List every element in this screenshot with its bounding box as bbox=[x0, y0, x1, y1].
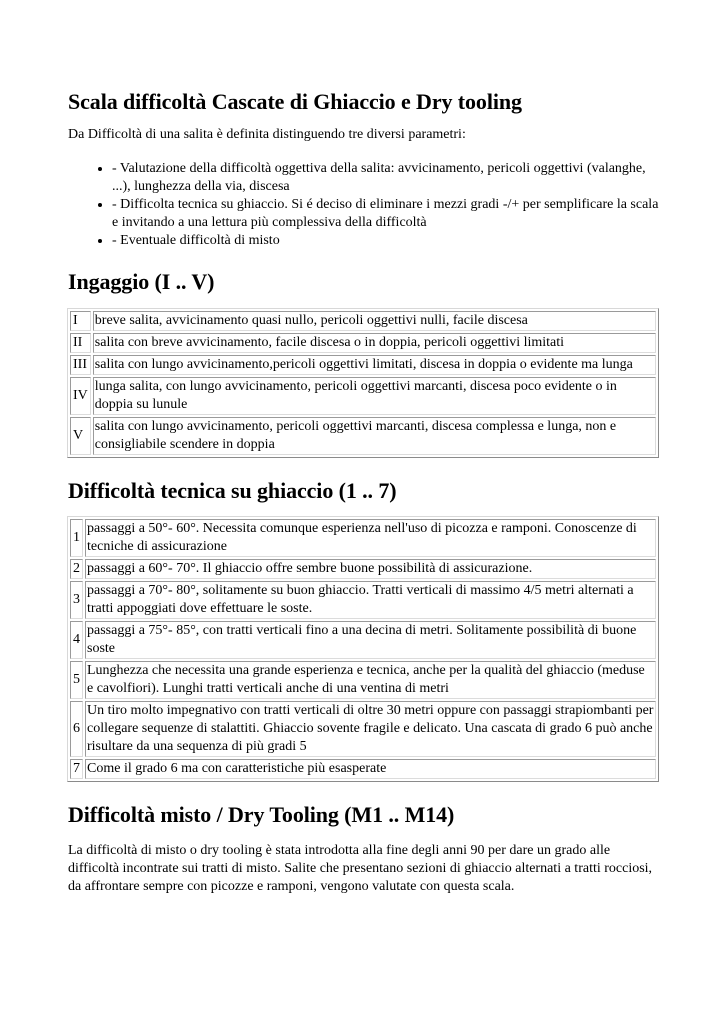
description-cell: salita con lungo avvicinamento, pericoli oggettivi marcanti, discesa complessa e lunga, non e consigliabile scendere in doppia bbox=[93, 417, 656, 455]
description-cell: passaggi a 70°- 80°, solitamente su buon ghiaccio. Tratti verticali di massimo 4/5 metri alternati a tratti appoggiati dove effettuare le soste. bbox=[85, 581, 656, 619]
intro-paragraph: Da Difficoltà di una salita è definita distinguendo tre diversi parametri: bbox=[68, 127, 466, 142]
grade-cell: 4 bbox=[70, 621, 83, 659]
description-cell: Lunghezza che necessita una grande esperienza e tecnica, anche per la qualità del ghiaccio (meduse e cavolfiori). Lunghi tratti verticali anche di una ventina di metri bbox=[85, 661, 656, 699]
grade-cell: V bbox=[70, 417, 91, 455]
table-row bbox=[70, 759, 656, 779]
engagement-heading: Ingaggio (I .. V) bbox=[68, 269, 215, 294]
grade-cell: 2 bbox=[70, 559, 83, 579]
technical-heading: Difficoltà tecnica su ghiaccio (1 .. 7) bbox=[68, 478, 397, 503]
table-row bbox=[70, 519, 656, 557]
table-row bbox=[70, 581, 656, 619]
description-cell: salita con breve avvicinamento, facile discesa o in doppia, pericoli oggettivi limitati bbox=[93, 333, 656, 353]
table-row bbox=[70, 661, 656, 699]
list-item: • - Difficolta tecnica su ghiaccio. Si é deciso di eliminare i mezzi gradi -/+ per semplificare la scala e invitando a una lettura più complessiva della difficoltà bbox=[112, 196, 660, 232]
engagement-table bbox=[67, 308, 659, 458]
grade-cell: II bbox=[70, 333, 91, 353]
table-row bbox=[70, 377, 656, 415]
grade-cell: IV bbox=[70, 377, 91, 415]
list-item: • - Valutazione della difficoltà oggettiva della salita: avvicinamento, pericoli oggettivi (valanghe, ...), lunghezza della via, discesa bbox=[112, 160, 660, 196]
description-cell: Come il grado 6 ma con caratteristiche più esasperate bbox=[85, 759, 656, 779]
description-cell: passaggi a 75°- 85°, con tratti verticali fino a una decina di metri. Solitamente possibilità di buone soste bbox=[85, 621, 656, 659]
grade-cell: I bbox=[70, 311, 91, 331]
description-cell: breve salita, avvicinamento quasi nullo, pericoli oggettivi nulli, facile discesa bbox=[93, 311, 656, 331]
grade-cell: 1 bbox=[70, 519, 83, 557]
table-row bbox=[70, 559, 656, 579]
document-content bbox=[68, 0, 660, 896]
parameter-list bbox=[68, 160, 660, 250]
table-row bbox=[70, 355, 656, 375]
grade-cell: 7 bbox=[70, 759, 83, 779]
grade-cell: 6 bbox=[70, 701, 83, 757]
table-row bbox=[70, 701, 656, 757]
grade-cell: 5 bbox=[70, 661, 83, 699]
page-title: Scala difficoltà Cascate di Ghiaccio e Dry tooling bbox=[68, 89, 522, 114]
technical-table bbox=[67, 516, 659, 782]
description-cell: passaggi a 60°- 70°. Il ghiaccio offre sembre buone possibilità di assicurazione. bbox=[85, 559, 656, 579]
description-cell: salita con lungo avvicinamento,pericoli oggettivi limitati, discesa in doppia o evidente ma lunga bbox=[93, 355, 656, 375]
description-cell: Un tiro molto impegnativo con tratti verticali di oltre 30 metri oppure con passaggi strapiombanti per collegare sequenze di stalattiti. Ghiaccio sovente fragile e delicato. Una cascata di grado 6 può anche risultare da una sequenza di più gradi 5 bbox=[85, 701, 656, 757]
mixed-heading: Difficoltà misto / Dry Tooling (M1 .. M14) bbox=[68, 802, 455, 827]
grade-cell: III bbox=[70, 355, 91, 375]
description-cell: passaggi a 50°- 60°. Necessita comunque esperienza nell'uso di picozza e ramponi. Conoscenze di tecniche di assicurazione bbox=[85, 519, 656, 557]
description-cell: lunga salita, con lungo avvicinamento, pericoli oggettivi marcanti, discesa poco evidente o in doppia su lunule bbox=[93, 377, 656, 415]
table-row bbox=[70, 417, 656, 455]
grade-cell: 3 bbox=[70, 581, 83, 619]
table-row bbox=[70, 621, 656, 659]
mixed-paragraph: La difficoltà di misto o dry tooling è stata introdotta alla fine degli anni 90 per dare un grado alle difficoltà incontrate sui tratti di misto. Salite che presentano sezioni di ghiaccio alternati a tratti rocciosi, da affrontare sempre con picozze e ramponi, vengono valutate con questa scala. bbox=[68, 843, 653, 894]
list-item: • - Eventuale difficoltà di misto bbox=[112, 232, 660, 250]
table-row bbox=[70, 333, 656, 353]
table-row bbox=[70, 311, 656, 331]
